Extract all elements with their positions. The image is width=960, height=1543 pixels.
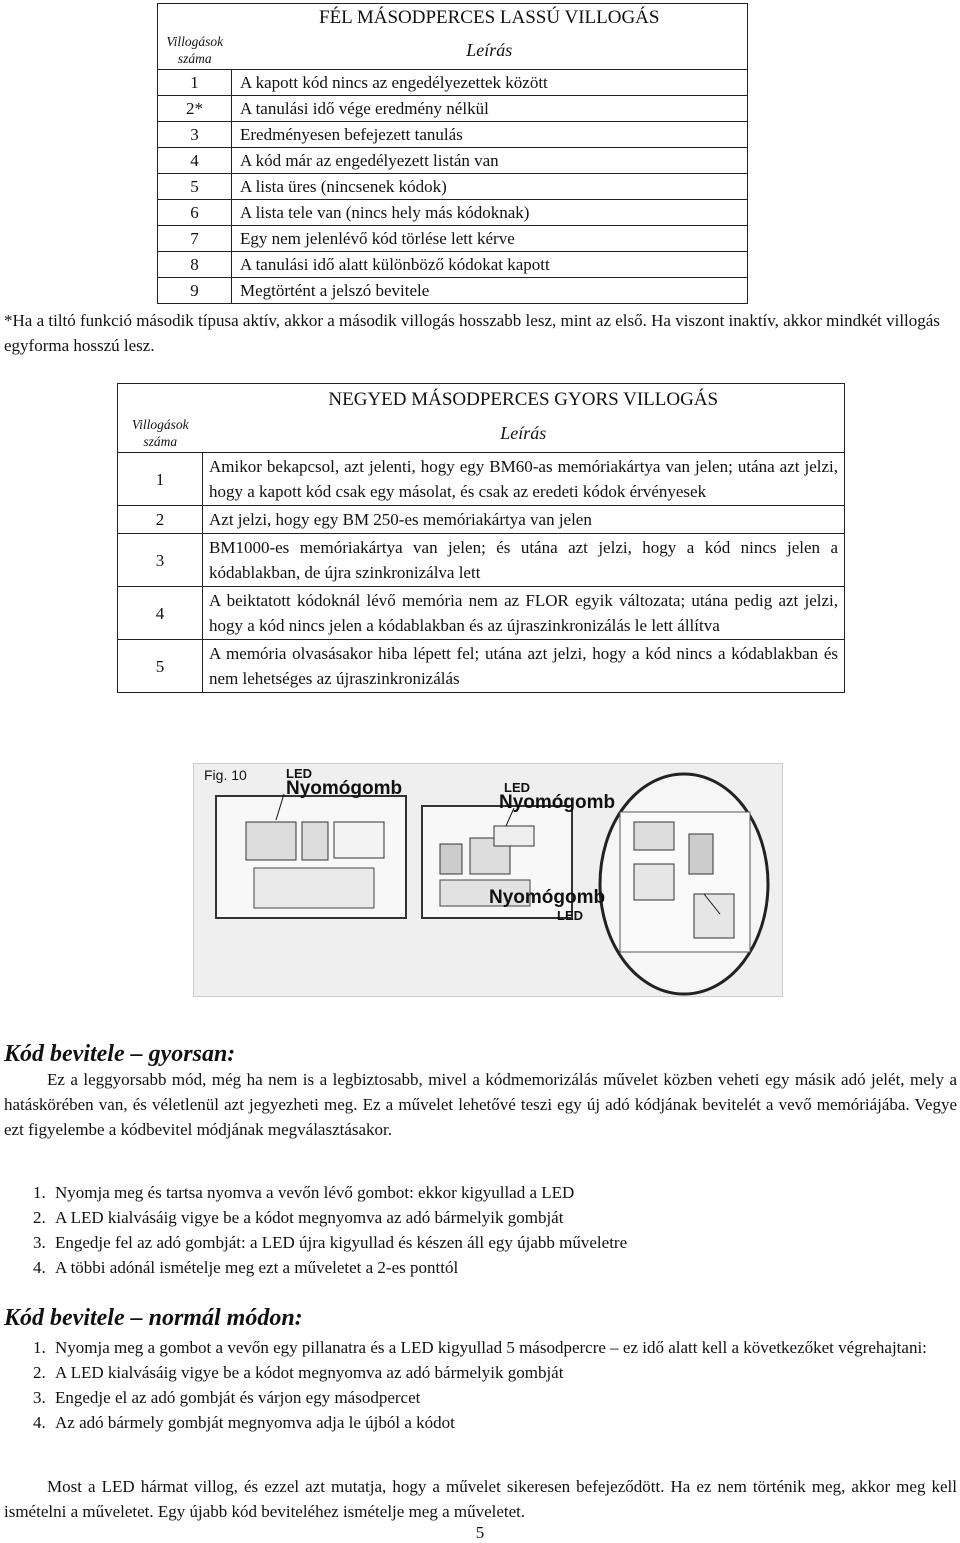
slow-col-desc-header: Leírás — [232, 31, 748, 70]
quick-step-number: 3. — [33, 1233, 46, 1252]
led-label-3: LED — [557, 908, 583, 923]
quick-step-text: A LED kialvásáig vigye be a kódot megnyomva az adó bármelyik gombját — [55, 1208, 564, 1227]
quick-step-number: 4. — [33, 1258, 46, 1277]
fast-row-description: A memória olvasásakor hiba lépett fel; utána azt jelzi, hogy a kód nincs a kódablakban és nem lehetséges az újraszinkronizálás — [203, 640, 845, 693]
fast-row — [118, 534, 845, 587]
slow-row-description: Eredményesen befejezett tanulás — [232, 122, 748, 148]
slow-row — [158, 96, 748, 122]
normal-step — [0, 1385, 957, 1410]
slow-row-count: 7 — [158, 226, 232, 252]
slow-row — [158, 278, 748, 304]
fast-row-description: BM1000-es memóriakártya van jelen; és utána azt jelzi, hogy a kód nincs jelen a kódablakban, de újra szinkronizálva lett — [203, 534, 845, 587]
fast-row — [118, 506, 845, 534]
circuit-board-drawing — [194, 764, 782, 996]
left-chip-3 — [334, 822, 384, 858]
slow-row-count: 2* — [158, 96, 232, 122]
quick-step — [0, 1205, 957, 1230]
slow-row-description: A tanulási idő alatt különböző kódokat kapott — [232, 252, 748, 278]
middle-chip-3 — [494, 826, 534, 846]
quick-step-text: A többi adónál ismételje meg ezt a műveletet a 2-es ponttól — [55, 1258, 459, 1277]
slow-row — [158, 252, 748, 278]
button-label-1: Nyomógomb — [286, 778, 403, 799]
normal-step-text: Az adó bármely gombját megnyomva adja le újból a kódot — [55, 1413, 455, 1432]
normal-step — [0, 1360, 957, 1385]
fast-row-count: 5 — [118, 640, 203, 693]
left-chip-2 — [302, 822, 328, 860]
quick-step — [0, 1255, 957, 1280]
quick-step — [0, 1180, 957, 1205]
slow-blank-cell — [158, 4, 232, 32]
fast-col-desc-header: Leírás — [203, 414, 845, 453]
fast-col-count-header: Villogások száma — [118, 414, 203, 453]
circuit-board-figure — [193, 763, 783, 997]
quick-step-text: Nyomja meg és tartsa nyomva a vevőn lévő gombot: ekkor kigyullad a LED — [55, 1183, 575, 1202]
button-label-3: Nyomógomb — [489, 887, 606, 908]
quick-step-number: 2. — [33, 1208, 46, 1227]
normal-entry-heading: Kód bevitele – normál módon: — [4, 1305, 303, 1331]
normal-step-number: 2. — [33, 1363, 46, 1382]
note-paragraph: *Ha a tiltó funkció második típusa aktív, akkor a második villogás hosszabb lesz, mint az első. Ha viszont inaktív, akkor mindkét villogás egyforma hosszú lesz. — [4, 311, 940, 355]
normal-step — [0, 1335, 957, 1360]
fast-blink-table — [117, 383, 845, 693]
button-label-2: Nyomógomb — [499, 792, 616, 813]
slow-row-description: A kapott kód nincs az engedélyezettek között — [232, 70, 748, 96]
slow-row-count: 5 — [158, 174, 232, 200]
quick-step-text: Engedje fel az adó gombját: a LED újra kigyullad és készen áll egy újabb műveletre — [55, 1233, 628, 1252]
oval-chip-1 — [634, 822, 674, 850]
slow-row-description: A tanulási idő vége eredmény nélkül — [232, 96, 748, 122]
fast-row-count: 1 — [118, 453, 203, 506]
oval-chip-2 — [689, 834, 713, 874]
fast-table-title: NEGYED MÁSODPERCES GYORS VILLOGÁS — [203, 384, 845, 415]
slow-row — [158, 70, 748, 96]
quick-entry-intro: Ez a leggyorsabb mód, még ha nem is a legbiztosabb, mivel a kódmemorizálás művelet közben veheti egy másik adó jelét, mely a hatáskörében van, és véletlenül azt jegyezheti meg. Ez a művelet lehetővé teszi egy új adó kódjának bevitelét a vevő memóriájába. Vegye ezt figyelembe a kódbevitel módjának megválasztásakor. — [4, 1070, 957, 1139]
slow-blink-table — [157, 3, 748, 304]
fast-row — [118, 640, 845, 693]
normal-step-text: A LED kialvásáig vigye be a kódot megnyomva az adó bármelyik gombját — [55, 1363, 564, 1382]
slow-row — [158, 174, 748, 200]
slow-row-count: 1 — [158, 70, 232, 96]
slow-row-count: 9 — [158, 278, 232, 304]
normal-entry-steps — [0, 1335, 957, 1435]
oval-chip-4 — [694, 894, 734, 938]
fast-row-description: Amikor bekapcsol, azt jelenti, hogy egy BM60-as memóriakártya van jelen; utána azt jelzi, hogy a kapott kód csak egy másolat, és csak az eredeti kódok érvényesek — [203, 453, 845, 506]
oval-chip-3 — [634, 864, 674, 900]
slow-col-count-header: Villogások száma — [158, 31, 232, 70]
normal-entry-outro: Most a LED hármat villog, és ezzel azt mutatja, hogy a művelet sikeresen befejeződött. Ha ez nem történik meg, akkor meg kell ismételni a műveletet. Egy újabb kód beviteléhez ismételje meg a műveletet. — [4, 1477, 957, 1521]
fast-row-description: Azt jelzi, hogy egy BM 250-es memóriakártya van jelen — [203, 506, 845, 534]
slow-row — [158, 148, 748, 174]
slow-row — [158, 122, 748, 148]
normal-step — [0, 1410, 957, 1435]
slow-row-count: 6 — [158, 200, 232, 226]
fast-row-count: 2 — [118, 506, 203, 534]
figure-label: Fig. 10 — [204, 767, 247, 783]
slow-row-description: A kód már az engedélyezett listán van — [232, 148, 748, 174]
fast-row-count: 3 — [118, 534, 203, 587]
slow-row — [158, 200, 748, 226]
led-label-1: LED — [286, 766, 312, 781]
slow-row-description: Egy nem jelenlévő kód törlése lett kérve — [232, 226, 748, 252]
normal-step-number: 4. — [33, 1413, 46, 1432]
slow-row-count: 4 — [158, 148, 232, 174]
normal-step-text: Nyomja meg a gombot a vevőn egy pillanatra és a LED kigyullad 5 másodpercre – ez idő alatt kell a következőket végrehajtani: — [55, 1338, 927, 1357]
normal-step-number: 1. — [33, 1338, 46, 1357]
slow-row-count: 3 — [158, 122, 232, 148]
fast-row-description: A beiktatott kódoknál lévő memória nem az FLOR egyik változata; utána pedig azt jelzi, hogy a kód nincs jelen a kódablakban és az újraszinkronizálás le lett állítva — [203, 587, 845, 640]
quick-entry-heading: Kód bevitele – gyorsan: — [4, 1041, 236, 1067]
slow-row-description: A lista üres (nincsenek kódok) — [232, 174, 748, 200]
led-label-2: LED — [504, 780, 530, 795]
page-number: 5 — [475, 1523, 485, 1542]
left-component-block — [254, 868, 374, 908]
slow-row-description: A lista tele van (nincs hely más kódoknak) — [232, 200, 748, 226]
quick-step-number: 1. — [33, 1183, 46, 1202]
fast-row — [118, 587, 845, 640]
quick-step — [0, 1230, 957, 1255]
normal-step-number: 3. — [33, 1388, 46, 1407]
fast-row — [118, 453, 845, 506]
normal-step-text: Engedje el az adó gombját és várjon egy másodpercet — [55, 1388, 421, 1407]
slow-table-title: FÉL MÁSODPERCES LASSÚ VILLOGÁS — [232, 4, 748, 32]
slow-row-count: 8 — [158, 252, 232, 278]
slow-row — [158, 226, 748, 252]
left-chip-1 — [246, 822, 296, 860]
middle-chip-1 — [440, 844, 462, 874]
quick-entry-steps — [0, 1180, 957, 1280]
fast-row-count: 4 — [118, 587, 203, 640]
slow-row-description: Megtörtént a jelszó bevitele — [232, 278, 748, 304]
fast-blank-cell — [118, 384, 203, 415]
